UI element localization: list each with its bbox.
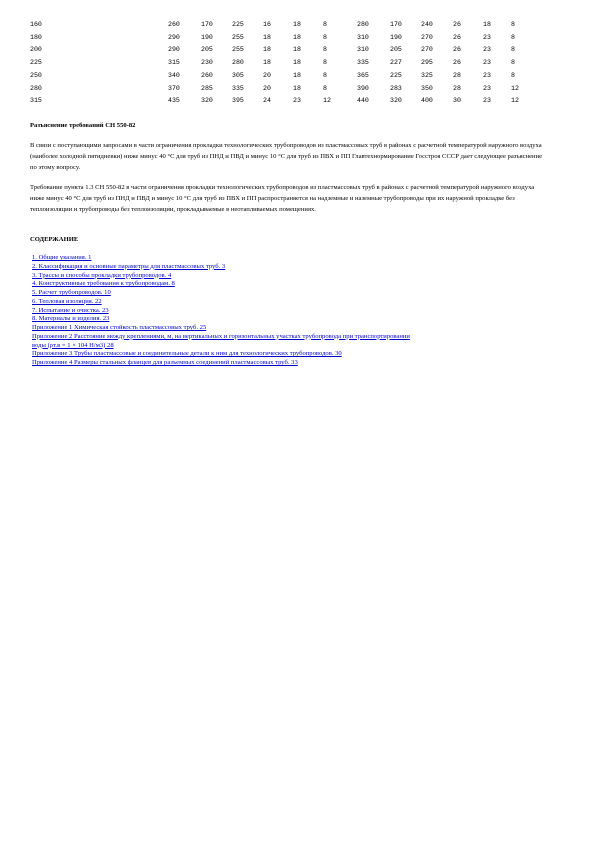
table-row xyxy=(30,83,570,96)
table-cell: 170 xyxy=(201,21,213,28)
table-cell: 310 xyxy=(357,46,369,54)
table-cell: 290 xyxy=(168,46,180,54)
table-row xyxy=(30,32,570,45)
table-cell: 26 xyxy=(453,21,461,28)
table-cell: 8 xyxy=(511,71,515,79)
table-cell: 250 xyxy=(30,71,42,79)
table-cell: 255 xyxy=(232,33,244,41)
table-cell: 335 xyxy=(232,84,244,92)
toc-item xyxy=(32,350,412,359)
table-cell: 23 xyxy=(483,59,491,67)
toc-link-appendix-4[interactable]: Приложение 4 Размеры стальных фланцев для разъемных соединений пластмассовых труб. 33 xyxy=(32,359,298,366)
table-cell: 26 xyxy=(453,46,461,54)
toc-item xyxy=(32,315,412,324)
explanation-paragraph-1: В связи с поступающими запросами в части ограничения прокладки технологических трубопроводов из пластмассовых труб в районах с расчетной температурой наружного воздуха (наиболее холодной пятидневки) ниже минус 40 °С для труб из ПНД и ПВД и минус 10 °С для труб из ПВХ и ПП Главтехнормирование Госстроя СССР дает следующее разъяснение по этому вопросу. xyxy=(30,142,543,172)
table-cell: 305 xyxy=(232,71,244,79)
table-cell: 160 xyxy=(30,21,42,28)
table-cell: 23 xyxy=(483,97,491,105)
table-cell: 8 xyxy=(323,21,327,28)
table-cell: 200 xyxy=(30,46,42,54)
table-cell: 325 xyxy=(421,71,433,79)
table-cell: 180 xyxy=(30,33,42,41)
table-cell: 18 xyxy=(293,21,301,28)
toc-link-appendix-2[interactable]: Приложение 2 Расстояние между креплениями, м, на вертикальных и горизонтальных участках трубопровода при транспортировании воды (ρт.в = 1 × 104 Н/м3) 28 xyxy=(32,332,410,349)
table-cell: 18 xyxy=(483,21,491,28)
table-cell: 8 xyxy=(323,71,327,79)
table-cell: 20 xyxy=(263,71,271,79)
table-cell: 18 xyxy=(293,59,301,67)
explanation-paragraph-2: Требование пункта 1.3 СН 550-82 в части ограничения прокладки технологических трубопроводов из пластмассовых труб в районах с расчетной температурой наружного воздуха ниже минус 40 °С для труб из ПНД и ПВД и минус 10 °С для труб из ПВХ и ПП распространяется на надземные и наземные трубопроводы при их наружной прокладке без теплоизоляции и трубопроводы без теплоизоляции, прокладываемые в неотапливаемых помещениях. xyxy=(30,184,535,214)
table-cell: 8 xyxy=(323,33,327,41)
table-cell: 435 xyxy=(168,97,180,105)
table-cell: 30 xyxy=(453,97,461,105)
table-cell: 280 xyxy=(232,59,244,67)
table-cell: 365 xyxy=(357,71,369,79)
table-cell: 18 xyxy=(293,33,301,41)
toc-link-calculation[interactable]: 5. Расчет трубопроводов. 10 xyxy=(32,289,111,296)
table-cell: 24 xyxy=(263,97,271,105)
toc-heading: СОДЕРЖАНИЕ xyxy=(30,236,79,243)
table-cell: 315 xyxy=(168,59,180,67)
table-cell: 18 xyxy=(293,71,301,79)
table-cell: 295 xyxy=(421,59,433,67)
toc-item xyxy=(32,333,412,351)
table-cell: 350 xyxy=(421,84,433,92)
table-cell: 8 xyxy=(511,33,515,41)
table-cell: 12 xyxy=(511,97,519,105)
table-cell: 170 xyxy=(390,21,402,28)
table-cell: 260 xyxy=(201,71,213,79)
table-cell: 225 xyxy=(30,59,42,67)
toc-item xyxy=(32,272,412,281)
table-cell: 28 xyxy=(453,84,461,92)
table-row xyxy=(30,95,570,108)
toc-link-general[interactable]: 1. Общие указания. 1 xyxy=(32,254,92,261)
table-cell: 18 xyxy=(263,33,271,41)
table-cell: 255 xyxy=(232,46,244,54)
table-row xyxy=(30,44,570,57)
table-cell: 8 xyxy=(511,46,515,54)
table-cell: 23 xyxy=(293,97,301,105)
table-cell: 400 xyxy=(421,97,433,105)
table-cell: 12 xyxy=(511,84,519,92)
table-cell: 440 xyxy=(357,97,369,105)
table-cell: 205 xyxy=(390,46,402,54)
table-cell: 320 xyxy=(390,97,402,105)
table-cell: 240 xyxy=(421,21,433,28)
table-cell: 18 xyxy=(293,84,301,92)
explanation-heading: Разъяснение требований СН 550-82 xyxy=(30,122,136,129)
table-cell: 23 xyxy=(483,33,491,41)
table-cell: 225 xyxy=(232,21,244,28)
table-of-contents xyxy=(32,254,412,368)
table-cell: 280 xyxy=(30,84,42,92)
table-cell: 8 xyxy=(511,21,515,28)
table-cell: 8 xyxy=(323,46,327,54)
table-cell: 310 xyxy=(357,33,369,41)
table-cell: 8 xyxy=(323,59,327,67)
table-cell: 395 xyxy=(232,97,244,105)
table-cell: 227 xyxy=(390,59,402,67)
table-cell: 190 xyxy=(201,33,213,41)
table-cell: 18 xyxy=(293,46,301,54)
table-cell: 280 xyxy=(357,21,369,28)
table-cell: 285 xyxy=(201,84,213,92)
table-cell: 18 xyxy=(263,59,271,67)
toc-link-design-requirements[interactable]: 4. Конструктивные требования к трубопроводам. 8 xyxy=(32,280,175,288)
table-cell: 315 xyxy=(30,97,42,105)
toc-link-appendix-3[interactable]: Приложение 3 Трубы пластмассовые и соединительные детали к ним для технологических трубопроводов. 30 xyxy=(32,350,342,358)
toc-item xyxy=(32,280,412,289)
table-cell: 320 xyxy=(201,97,213,105)
table-cell: 26 xyxy=(453,33,461,41)
table-cell: 16 xyxy=(263,21,271,28)
table-row xyxy=(30,57,570,70)
toc-item xyxy=(32,298,412,307)
table-cell: 290 xyxy=(168,33,180,41)
table-cell: 23 xyxy=(483,71,491,79)
table-cell: 205 xyxy=(201,46,213,54)
table-cell: 283 xyxy=(390,84,402,92)
table-cell: 370 xyxy=(168,84,180,92)
toc-link-insulation[interactable]: 6. Тепловая изоляция. 22 xyxy=(32,297,102,305)
toc-link-appendix-1[interactable]: Приложение 1 Химическая стойкость пластмассовых труб. 25 xyxy=(32,324,207,331)
toc-item xyxy=(32,359,412,368)
table-cell: 190 xyxy=(390,33,402,41)
table-body xyxy=(30,19,570,108)
table-cell: 340 xyxy=(168,71,180,79)
table-cell: 23 xyxy=(483,84,491,92)
table-cell: 12 xyxy=(323,97,331,105)
table-cell: 335 xyxy=(357,59,369,67)
table-cell: 390 xyxy=(357,84,369,92)
table-cell: 20 xyxy=(263,84,271,92)
table-cell: 230 xyxy=(201,59,213,67)
toc-link-classification[interactable]: 2. Классификация и основные параметры для пластмассовых труб. 3 xyxy=(32,262,226,270)
toc-item xyxy=(32,307,412,316)
table-cell: 8 xyxy=(511,59,515,67)
table-cell: 225 xyxy=(390,71,402,79)
table-row xyxy=(30,19,570,32)
table-cell: 270 xyxy=(421,33,433,41)
toc-link-routes[interactable]: 3. Трассы и способы прокладки трубопроводов. 4 xyxy=(32,271,172,279)
toc-item xyxy=(32,263,412,272)
toc-link-testing[interactable]: 7. Испытание и очистка. 23 xyxy=(32,306,109,314)
toc-link-materials[interactable]: 8. Материалы и изделия. 23 xyxy=(32,315,110,323)
table-cell: 260 xyxy=(168,21,180,28)
table-cell: 26 xyxy=(453,59,461,67)
table-cell: 270 xyxy=(421,46,433,54)
table-cell: 28 xyxy=(453,71,461,79)
toc-item xyxy=(32,254,412,263)
table-cell: 8 xyxy=(323,84,327,92)
table-row xyxy=(30,70,570,83)
toc-item xyxy=(32,324,412,333)
table-cell: 23 xyxy=(483,46,491,54)
toc-item xyxy=(32,289,412,298)
table-cell: 18 xyxy=(263,46,271,54)
flange-dimensions-table xyxy=(30,19,570,108)
